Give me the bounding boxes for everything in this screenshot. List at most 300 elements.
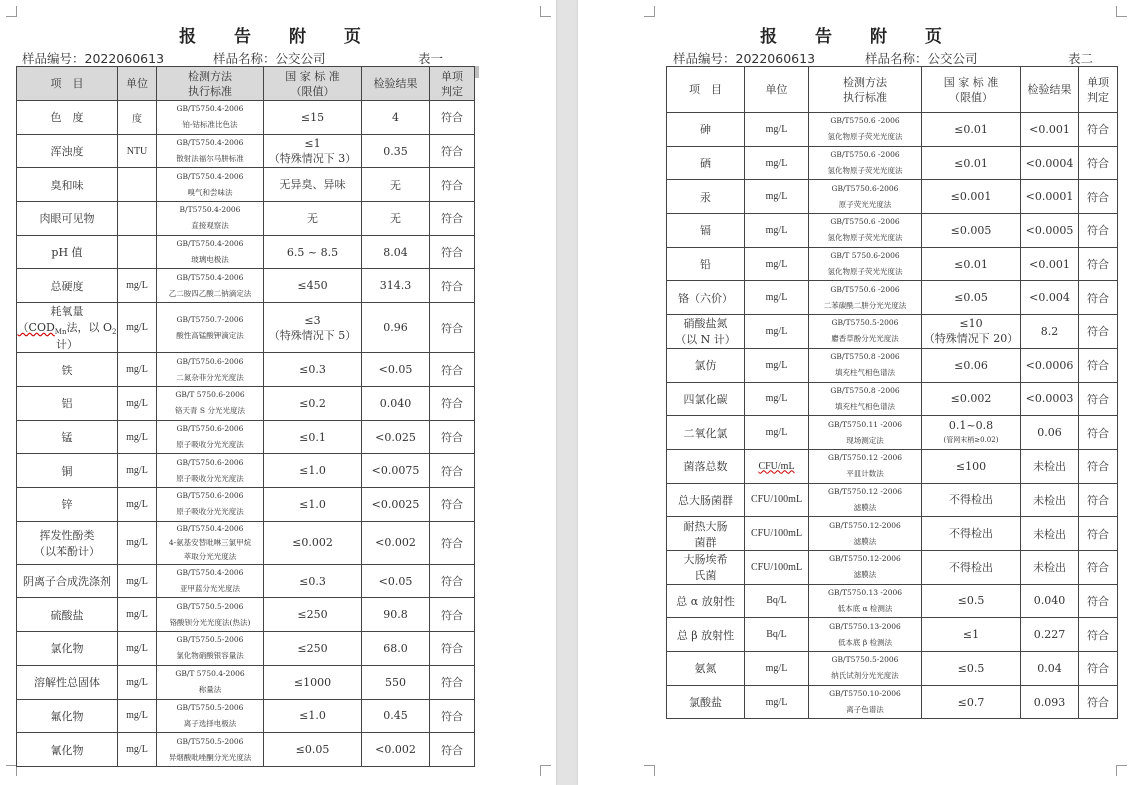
method-standard: GB/T5750.7-2006 (176, 314, 244, 324)
limit-cell (264, 632, 362, 666)
result-cell: 未检出 (1021, 550, 1079, 584)
limit-value: ≤1.0 (299, 464, 326, 478)
header-item: 项 目 (17, 67, 118, 101)
limit-value: 不得检出 (949, 493, 993, 507)
method-cell (809, 281, 922, 315)
method-cell (809, 180, 922, 214)
unit-cell: mg/L (118, 353, 157, 387)
crop-mark (1116, 765, 1127, 776)
unit-cell: CFU/100mL (745, 483, 809, 517)
item-name: 砷 (700, 123, 711, 137)
result-cell: <0.002 (362, 733, 430, 767)
report-page-2 (578, 0, 1140, 785)
method-standard: GB/T5750.13 -2006 (827, 587, 903, 597)
sample-number: 样品编号：2022060613 (22, 51, 165, 66)
judgement-cell: 符合 (1079, 214, 1118, 248)
method-cell (809, 483, 922, 517)
table-label: 表二 (1068, 51, 1094, 66)
limit-cell (264, 202, 362, 236)
unit-cell: mg/L (118, 632, 157, 666)
method-name: 现场测定法 (846, 435, 884, 445)
limit-cell (264, 134, 362, 168)
item-name: 铜 (61, 464, 73, 478)
judgement-cell: 符合 (1079, 584, 1118, 618)
item-note: 氏菌 (694, 569, 717, 583)
method-name: 滤膜法 (853, 502, 877, 512)
limit-cell (922, 247, 1021, 281)
item-name: 浑浊度 (50, 145, 84, 159)
method-standard: GB/T5750.6-2006 (176, 356, 244, 366)
method-cell (157, 420, 264, 454)
method-name: 铂-钴标准比色法 (182, 120, 238, 130)
limit-value: ≤0.01 (954, 257, 988, 271)
item-cell (667, 685, 745, 719)
item-name: 氟化物 (50, 709, 84, 723)
limit-value: ≤0.05 (295, 743, 330, 757)
result-cell: <0.0075 (362, 454, 430, 488)
table-row (667, 483, 1118, 517)
result-cell: 68.0 (362, 632, 430, 666)
item-name: 挥发性酚类 (39, 528, 95, 542)
limit-cell (922, 685, 1021, 719)
item-cell (667, 348, 745, 382)
limit-cell (264, 598, 362, 632)
judgement-cell: 符合 (1079, 618, 1118, 652)
judgement-cell: 符合 (430, 101, 475, 135)
item-name: 耐热大肠 (683, 519, 728, 533)
method-standard: GB/T5750.6 -2006 (830, 284, 900, 294)
unit-cell: NTU (118, 134, 157, 168)
method-name: 4-氨基安替吡啉三氯甲烷 (168, 537, 252, 547)
judgement-cell: 符合 (1079, 281, 1118, 315)
item-cell (667, 247, 745, 281)
result-cell: <0.05 (362, 564, 430, 598)
limit-cell (922, 584, 1021, 618)
limit-value: ≤100 (955, 459, 987, 473)
method-standard: GB/T5750.5-2006 (176, 736, 244, 746)
limit-cell (264, 269, 362, 303)
crop-mark (540, 765, 551, 776)
item-name: 臭和味 (50, 178, 84, 192)
method-standard: GB/T5750.4-2006 (176, 523, 244, 533)
judgement-cell: 符合 (1079, 652, 1118, 686)
header-method: 检测方法 执行标准 (157, 67, 264, 101)
limit-cell (922, 483, 1021, 517)
table-row (17, 303, 475, 353)
result-cell: 0.093 (1021, 685, 1079, 719)
table-row (667, 281, 1118, 315)
method-standard: GB/T5750.6-2006 (176, 424, 244, 434)
method-name: 氢化物原子荧光光度法 (827, 132, 903, 142)
result-cell: <0.0006 (1021, 348, 1079, 382)
limit-cell (922, 382, 1021, 416)
header-limit: 国 家 标 准 （限值） (264, 67, 362, 101)
limit-value: ≤1.0 (299, 709, 326, 723)
item-name: 锌 (61, 498, 73, 512)
method-cell (157, 488, 264, 522)
header-unit: 单位 (745, 67, 809, 113)
item-cell (17, 699, 118, 733)
judgement-cell: 符合 (1079, 483, 1118, 517)
item-cell (667, 214, 745, 248)
result-cell: <0.004 (1021, 281, 1079, 315)
result-cell: 90.8 (362, 598, 430, 632)
limit-cell (922, 146, 1021, 180)
table-row (667, 348, 1118, 382)
item-name: 阴离子合成洗涤剂 (23, 575, 111, 589)
item-name: 色 度 (50, 111, 84, 125)
result-cell: 314.3 (362, 269, 430, 303)
result-cell: 0.04 (1021, 652, 1079, 686)
method-standard: GB/T5750.8 -2006 (830, 385, 900, 395)
unit-cell: mg/L (745, 416, 809, 450)
judgement-cell: 符合 (1079, 146, 1118, 180)
result-cell: 0.040 (362, 387, 430, 421)
table-header-row (667, 67, 1118, 113)
method-name: 离子色谱法 (846, 705, 884, 715)
limit-note: （特殊情况下 5） (268, 328, 357, 342)
table-row (667, 652, 1118, 686)
unit-cell: mg/L (745, 113, 809, 147)
judgement-cell: 符合 (1079, 113, 1118, 147)
item-name: 总硬度 (50, 279, 84, 293)
item-name: 总 α 放射性 (676, 594, 735, 608)
limit-value: ≤0.2 (299, 396, 326, 410)
item-cell (17, 521, 118, 564)
item-cell (17, 488, 118, 522)
limit-cell (922, 652, 1021, 686)
limit-value: ≤1.0 (299, 497, 326, 511)
judgement-cell: 符合 (1079, 247, 1118, 281)
limit-cell (922, 618, 1021, 652)
method-cell (809, 247, 922, 281)
header-judge: 单项 判定 (430, 67, 475, 101)
limit-cell (264, 454, 362, 488)
limit-value: 0.1~0.8 (948, 418, 994, 432)
method-name: 氢化物原子荧光光度法 (827, 267, 903, 277)
unit-cell: mg/L (745, 247, 809, 281)
judgement-cell: 符合 (1079, 685, 1118, 719)
item-cell (17, 235, 118, 269)
method-cell (809, 584, 922, 618)
limit-note: （特殊情况下 20） (923, 332, 1019, 346)
limit-cell (922, 348, 1021, 382)
item-cell (667, 416, 745, 450)
method-cell (157, 168, 264, 202)
method-name-cont: 萃取分光光度法 (183, 551, 237, 561)
method-name: 铬天青 S 分光光度法 (175, 406, 245, 416)
result-cell: 0.96 (362, 303, 430, 353)
item-cell (667, 382, 745, 416)
unit-cell: mg/L (118, 733, 157, 767)
unit-cell: mg/L (118, 387, 157, 421)
method-standard: GB/T5750.6-2006 (831, 183, 899, 193)
method-standard: GB/T5750.8 -2006 (830, 352, 900, 362)
table-row (17, 235, 475, 269)
limit-cell (922, 315, 1021, 349)
page-title: 报 告 附 页 (760, 27, 958, 47)
judgement-cell: 符合 (430, 420, 475, 454)
item-cell (667, 449, 745, 483)
limit-cell (264, 101, 362, 135)
limit-cell (922, 113, 1021, 147)
result-cell: 未检出 (1021, 517, 1079, 551)
result-cell: 4 (362, 101, 430, 135)
item-cell (17, 598, 118, 632)
limit-value: ≤0.002 (950, 392, 992, 406)
limit-cell (264, 235, 362, 269)
item-cell (17, 269, 118, 303)
table-row (17, 202, 475, 236)
table-row (17, 101, 475, 135)
table-row (667, 449, 1118, 483)
table-row (667, 618, 1118, 652)
result-cell: <0.001 (1021, 247, 1079, 281)
crop-mark (1116, 6, 1127, 17)
result-cell: <0.0005 (1021, 214, 1079, 248)
method-standard: GB/T5750.12-2006 (829, 520, 901, 530)
method-cell (157, 632, 264, 666)
limit-value: ≤0.002 (292, 536, 333, 550)
result-cell: 0.040 (1021, 584, 1079, 618)
judgement-cell: 符合 (1079, 517, 1118, 551)
unit-cell: CFU/100mL (745, 550, 809, 584)
method-cell (157, 665, 264, 699)
method-name: 散射法福尔马肼标准 (176, 154, 244, 164)
crop-mark (6, 6, 17, 17)
unit-cell (118, 235, 157, 269)
method-cell (157, 303, 264, 353)
unit-cell: mg/L (118, 269, 157, 303)
limit-value: ≤3 (304, 313, 321, 327)
judgement-cell: 符合 (430, 303, 475, 353)
method-name: 直接观察法 (191, 221, 229, 231)
limit-value: ≤0.5 (957, 594, 985, 608)
limit-value: ≤250 (297, 608, 328, 622)
unit-cell: mg/L (118, 454, 157, 488)
unit-cell: mg/L (118, 303, 157, 353)
item-cell (17, 101, 118, 135)
method-cell (157, 454, 264, 488)
table-row (667, 113, 1118, 147)
method-name: 亚甲蓝分光光度法 (180, 584, 240, 594)
item-cell (17, 564, 118, 598)
table-row (667, 180, 1118, 214)
item-cell (667, 652, 745, 686)
item-name: 铅 (700, 258, 711, 272)
method-cell (157, 269, 264, 303)
item-name: 铁 (61, 363, 73, 377)
limit-value: ≤1000 (293, 675, 332, 689)
result-cell: 550 (362, 665, 430, 699)
table-row (667, 247, 1118, 281)
sample-number: 样品编号：2022060613 (673, 51, 816, 66)
method-cell (809, 449, 922, 483)
limit-cell (264, 665, 362, 699)
item-name: 氰化物 (50, 743, 84, 757)
table-row (667, 685, 1118, 719)
method-cell (809, 416, 922, 450)
unit-cell (118, 168, 157, 202)
item-name: 氯化物 (50, 642, 84, 656)
limit-value: ≤1 (304, 137, 321, 151)
header-result: 检验结果 (1021, 67, 1079, 113)
item-cell (667, 584, 745, 618)
method-cell (157, 134, 264, 168)
limit-cell (922, 214, 1021, 248)
method-name: 酸性高锰酸钾滴定法 (176, 330, 244, 340)
table-row (17, 699, 475, 733)
item-cell (667, 618, 745, 652)
table-header-row (17, 67, 475, 101)
unit-cell: Bq/L (745, 618, 809, 652)
method-name: 原子吸收分光光度法 (176, 440, 244, 450)
header-unit: 单位 (118, 67, 157, 101)
result-cell: 无 (362, 202, 430, 236)
unit-cell: mg/L (745, 315, 809, 349)
limit-cell (264, 303, 362, 353)
item-cell (17, 665, 118, 699)
item-cell (667, 146, 745, 180)
item-cell (667, 180, 745, 214)
item-name: 氨氮 (694, 662, 717, 676)
judgement-cell: 符合 (430, 733, 475, 767)
method-standard: GB/T5750.4-2006 (176, 104, 244, 114)
table-row (17, 564, 475, 598)
method-name: 嗅气和尝味法 (187, 187, 233, 197)
unit-cell: Bq/L (745, 584, 809, 618)
limit-value: ≤0.05 (954, 291, 988, 305)
table-row (17, 454, 475, 488)
item-cell (667, 483, 745, 517)
item-cell (17, 303, 118, 353)
limit-value: ≤0.7 (957, 695, 985, 709)
judgement-cell: 符合 (430, 202, 475, 236)
method-cell (809, 382, 922, 416)
method-standard: GB/T5750.12 -2006 (827, 486, 903, 496)
limit-value: ≤1 (962, 628, 980, 642)
unit-cell: mg/L (118, 420, 157, 454)
method-cell (157, 699, 264, 733)
unit-cell: mg/L (745, 382, 809, 416)
limit-cell (264, 521, 362, 564)
method-cell (157, 521, 264, 564)
method-name: 纳氏试剂分光光度法 (831, 671, 899, 681)
crop-mark (644, 6, 655, 17)
item-note: （$COD_{Mn}$法，以 $O_2$计） (17, 321, 117, 352)
result-cell: <0.025 (362, 420, 430, 454)
item-name: 氯仿 (694, 359, 717, 373)
method-standard: GB/T5750.5-2006 (831, 318, 899, 328)
table-row (667, 382, 1118, 416)
method-standard: GB/T 5750.6-2006 (830, 251, 900, 261)
limit-cell (264, 168, 362, 202)
header-item: 项 目 (667, 67, 745, 113)
judgement-cell: 符合 (1079, 180, 1118, 214)
judgement-cell: 符合 (430, 632, 475, 666)
method-name: 乙二胺四乙酸二钠滴定法 (168, 288, 252, 298)
limit-value: ≤0.001 (950, 190, 992, 204)
item-name: 溶解性总固体 (34, 676, 100, 690)
method-name: 铬酸钡分光光度法(热法) (169, 617, 251, 627)
result-cell: <0.0025 (362, 488, 430, 522)
item-name: 镉 (700, 224, 711, 238)
result-cell: 无 (362, 168, 430, 202)
method-cell (809, 618, 922, 652)
limit-value: 不得检出 (949, 560, 993, 574)
judgement-cell: 符合 (430, 168, 475, 202)
test-results-table-2 (666, 66, 1118, 719)
method-name: 氢化物原子荧光光度法 (827, 233, 903, 243)
method-cell (809, 652, 922, 686)
item-name: 硫酸盐 (50, 608, 84, 622)
judgement-cell: 符合 (430, 598, 475, 632)
method-name: 二氮杂菲分光光度法 (176, 372, 244, 382)
limit-cell (264, 733, 362, 767)
table-row (667, 315, 1118, 349)
unit-cell: mg/L (745, 146, 809, 180)
limit-value: 不得检出 (949, 527, 993, 541)
item-name: 耗氧量 (50, 305, 84, 319)
method-cell (809, 685, 922, 719)
result-cell: 0.227 (1021, 618, 1079, 652)
result-cell: 未检出 (1021, 449, 1079, 483)
method-standard: GB/T5750.4-2006 (176, 272, 244, 282)
method-standard: GB/T5750.10-2006 (829, 689, 901, 699)
table-row (667, 214, 1118, 248)
judgement-cell: 符合 (1079, 348, 1118, 382)
table-row (17, 521, 475, 564)
item-name: 肉眼可见物 (39, 212, 95, 226)
method-cell (809, 517, 922, 551)
method-name: 滤膜法 (853, 570, 877, 580)
method-cell (809, 348, 922, 382)
table-label: 表一 (418, 51, 444, 66)
method-standard: B/T5750.4-2006 (179, 205, 241, 215)
method-standard: GB/T5750.13-2006 (829, 621, 901, 631)
unit-cell: 度 (118, 101, 157, 135)
item-name: 二氧化氯 (683, 426, 728, 440)
item-cell (17, 632, 118, 666)
item-note: （以 N 计） (675, 333, 736, 347)
method-cell (157, 235, 264, 269)
judgement-cell: 符合 (1079, 416, 1118, 450)
table-row (17, 353, 475, 387)
unit-cell: CFU/100mL (745, 517, 809, 551)
judgement-cell: 符合 (1079, 449, 1118, 483)
method-standard: GB/T5750.6 -2006 (830, 116, 900, 126)
item-name: 大肠埃希 (683, 553, 728, 567)
limit-value: ≤0.005 (950, 223, 992, 237)
result-cell: 0.06 (1021, 416, 1079, 450)
unit-cell: mg/L (745, 180, 809, 214)
method-name: 填充柱气相色谱法 (835, 368, 895, 378)
method-name: 氢化物原子荧光光度法 (827, 166, 903, 176)
limit-value: ≤0.3 (299, 574, 326, 588)
unit-cell: mg/L (118, 564, 157, 598)
method-standard: GB/T5750.4-2006 (176, 568, 244, 578)
method-cell (157, 598, 264, 632)
unit-cell: mg/L (118, 699, 157, 733)
header-result: 检验结果 (362, 67, 430, 101)
item-name: 硝酸盐氮 (683, 317, 728, 331)
limit-cell (264, 353, 362, 387)
limit-value: ≤10 (959, 317, 983, 331)
item-cell (17, 202, 118, 236)
judgement-cell: 符合 (430, 454, 475, 488)
limit-value: ≤0.3 (299, 363, 326, 377)
table-row (667, 584, 1118, 618)
